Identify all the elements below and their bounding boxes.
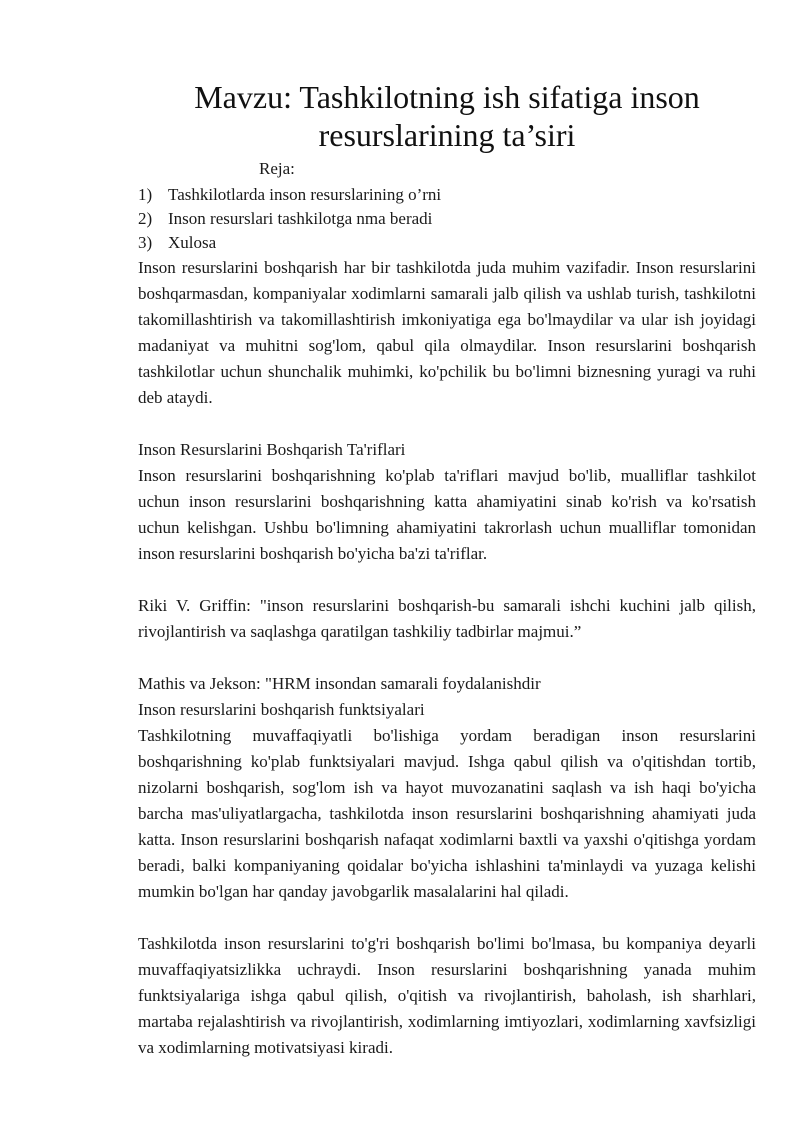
plan-item xyxy=(138,231,756,255)
document-page xyxy=(138,78,756,1061)
definitions-paragraph: Inson resurslarini boshqarishning ko'plab ta'riflari mavjud bo'lib, mualliflar tashkilot uchun inson resurslarini boshqarishning katta ahamiyatini sinab ko'rish va ko'rsatish uchun kelishgan. Ushbu bo'limning ahamiyatini takrorlash uchun mualliflar tomonidan inson resurslarini boshqarish bo'yicha ba'zi ta'riflar. xyxy=(138,466,756,563)
plan-item xyxy=(138,207,756,231)
title-line-2: resurslarining ta’siri xyxy=(318,117,576,153)
definitions-heading: Inson Resurslarini Boshqarish Ta'riflari xyxy=(138,440,406,459)
plan-item xyxy=(138,183,756,207)
plan-heading: Reja: xyxy=(259,159,295,178)
mathis-quote: Mathis va Jekson: "HRM insondan samarali foydalanishdir xyxy=(138,674,541,693)
plan-item-number: 3) xyxy=(138,233,153,252)
paragraph-spacer xyxy=(138,567,756,593)
plan-item-number: 1) xyxy=(138,185,153,204)
paragraph-spacer xyxy=(138,411,756,437)
plan-list xyxy=(138,183,756,255)
functions-heading: Inson resurslarini boshqarish funktsiyalari xyxy=(138,700,425,719)
title-line-1: Mavzu: Tashkilotning ish sifatiga inson xyxy=(194,79,700,115)
paragraph-spacer xyxy=(138,905,756,931)
plan-item-number: 2) xyxy=(138,209,153,228)
functions-paragraph: Tashkilotning muvaffaqiyatli bo'lishiga yordam beradigan inson resurslarini boshqarishning ko'plab funktsiyalari mavjud. Ishga qabul qilish va o'qitishdan tortib, nizolarni boshqarish, sog'lom ish va hayot muvozanatini saqlash va ish haqi bo'yicha barcha mas'uliyatlargacha, tashkilotda inson resurslarini boshqarishning ahamiyati juda katta. Inson resurslarini boshqarish nafaqat xodimlarni baxtli va yaxshi o'qitishga yordam beradi, balki kompaniyaning qoidalar bo'yicha ishlashini ta'minlaydi va yuzaga kelishi mumkin bo'lgan har qanday javobgarlik masalalarini hal qiladi. xyxy=(138,726,756,901)
plan-item-text: Xulosa xyxy=(168,233,217,252)
paragraph-spacer xyxy=(138,645,756,671)
closing-paragraph: Tashkilotda inson resurslarini to'g'ri boshqarish bo'limi bo'lmasa, bu kompaniya deyarli muvaffaqiyatsizlikka uchraydi. Inson resurslarini boshqarishning yanada muhim funktsiyalariga ishga qabul qilish, o'qitish va rivojlantirish, baholash, ish sharhlari, martaba rejalashtirish va rivojlantirish, xodimlarning imtiyozlari, xodimlarning xavfsizligi va xodimlarning motivatsiyasi kiradi. xyxy=(138,934,756,1057)
plan-item-text: Tashkilotlarda inson resurslarining o’rni xyxy=(168,185,442,204)
plan-item-text: Inson resurslari tashkilotga nma beradi xyxy=(168,209,433,228)
griffin-quote: Riki V. Griffin: "inson resurslarini boshqarish-bu samarali ishchi kuchini jalb qilish, rivojlantirish va saqlashga qaratilgan tashkiliy tadbirlar majmui.” xyxy=(138,596,756,641)
document-title xyxy=(138,78,756,154)
intro-paragraph: Inson resurslarini boshqarish har bir tashkilotda juda muhim vazifadir. Inson resurslarini boshqarmasdan, kompaniyalar xodimlarni samarali jalb qilish va ushlab turish, tashkilotni takomillashtirish va takomillashtirish imkoniyatiga ega bo'lmaydilar va ular ish joyidagi madaniyat va muhitni sog'lom, qabul qila olmaydilar. Inson resurslarini boshqarish tashkilotlar uchun shunchalik muhimki, ko'pchilik bu bo'limni biznesning yuragi va ruhi deb ataydi. xyxy=(138,258,756,407)
